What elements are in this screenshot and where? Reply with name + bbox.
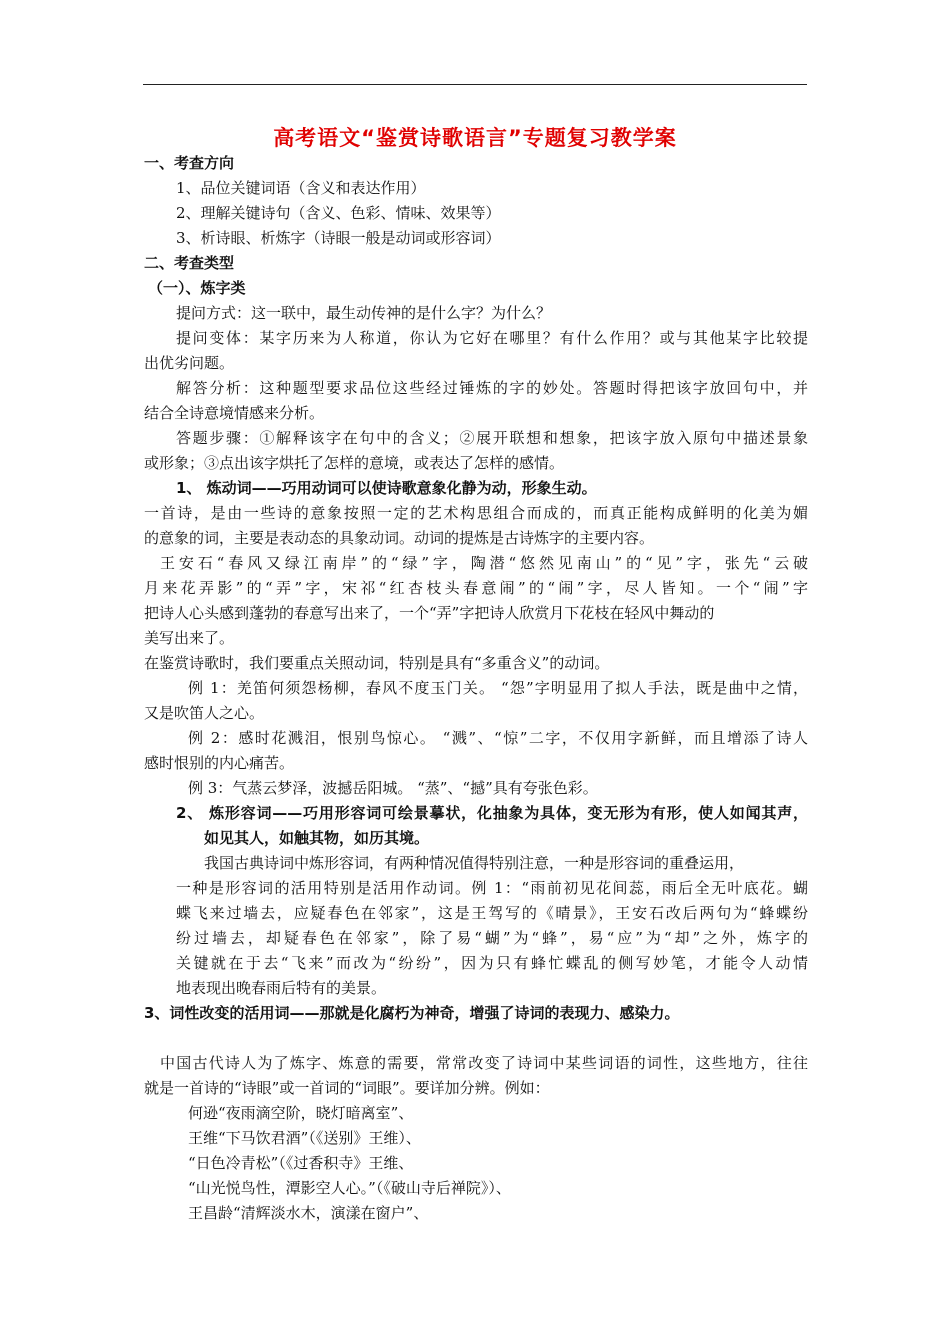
paragraph-line: 把诗人心头感到蓬勃的春意写出来了，一个“弄”字把诗人欣赏月下花枝在轻风中舞动的 xyxy=(144,604,715,622)
paragraph-line: 纷过墙去，却疑春色在邻家”，除了易“蝴”为“蜂”，易“应”为“却”之外，炼字的 xyxy=(176,929,808,947)
example-line: 例 2：感时花溅泪，恨别鸟惊心。 “溅”、“惊”二字，不仅用字新鲜，而且增添了诗人 xyxy=(188,729,808,747)
paragraph-line: 结合全诗意境情感来分析。 xyxy=(144,404,325,422)
paragraph-line: 提问变体：某字历来为人称道，你认为它好在哪里？有什么作用？或与其他某字比较提 xyxy=(176,329,808,347)
paragraph-line: 出优劣问题。 xyxy=(144,354,235,372)
list-item: 2、理解关键诗句（含义、色彩、情味、效果等） xyxy=(176,204,501,222)
document-title: 高考语文“鉴赏诗歌语言”专题复习教学案 xyxy=(273,126,677,150)
point-heading: 3、词性改变的活用词——那就是化腐朽为神奇，增强了诗词的表现力、感染力。 xyxy=(144,1004,680,1022)
example-line: “日色冷青松”（《过香积寺》王维、 xyxy=(188,1154,414,1172)
point-heading: 如见其人，如触其物，如历其境。 xyxy=(204,829,430,847)
example-line: 何逊“夜雨滴空阶，晓灯暗离室”、 xyxy=(188,1104,414,1122)
paragraph-line: 就是一首诗的“诗眼”或一首词的“词眼”。要详加分辨。例如： xyxy=(144,1079,550,1097)
paragraph-line: 一种是形容词的活用特别是活用作动词。例 1：“雨前初见花间蕊，雨后全无叶底花。蝴 xyxy=(176,879,808,897)
paragraph-line: 答题步骤：①解释该字在句中的含义；②展开联想和想象，把该字放入原句中描述景象 xyxy=(176,429,808,447)
paragraph-line: 中国古代诗人为了炼字、炼意的需要，常常改变了诗词中某些词语的词性，这些地方，往往 xyxy=(160,1054,808,1072)
list-item: 1、品位关键词语（含义和表达作用） xyxy=(176,179,426,197)
paragraph-line: 月来花弄影”的“弄”字，宋祁“红杏枝头春意闹”的“闹”字，尽人皆知。一个“闹”字 xyxy=(144,579,808,597)
subsection-heading: （一）、炼字类 xyxy=(148,279,246,297)
section-heading: 一、考查方向 xyxy=(144,154,235,172)
paragraph-line: 蝶飞来过墙去，应疑春色在邻家”，这是王驾写的《晴景》，王安石改后两句为“蜂蝶纷 xyxy=(176,904,808,922)
paragraph-line: 一首诗，是由一些诗的意象按照一定的艺术构思组合而成的，而真正能构成鲜明的化美为媚 xyxy=(144,504,808,522)
paragraph-line: 或形象；③点出该字烘托了怎样的意境，或表达了怎样的感情。 xyxy=(144,454,565,472)
point-heading: 2、 炼形容词——巧用形容词可绘景摹状，化抽象为具体，变无形为有形，使人如闻其声， xyxy=(176,804,808,822)
paragraph-line: 美写出来了。 xyxy=(144,629,235,647)
example-line: 又是吹笛人之心。 xyxy=(144,704,265,722)
example-line: 例 1：羌笛何须怨杨柳，春风不度玉门关。 “怨”字明显用了拟人手法，既是曲中之情， xyxy=(188,679,808,697)
header-rule xyxy=(143,84,807,85)
paragraph-line: 关键就在于去“飞来”而改为“纷纷”，因为只有蜂忙蝶乱的侧写妙笔，才能令人动情 xyxy=(176,954,808,972)
example-line: 感时恨别的内心痛苦。 xyxy=(144,754,295,772)
paragraph-line: 王安石“春风又绿江南岸”的“绿”字，陶潜“悠然见南山”的“见”字，张先“云破 xyxy=(160,554,808,572)
example-line: 例 3：气蒸云梦泽，波撼岳阳城。 “蒸”、“撼”具有夸张色彩。 xyxy=(188,779,598,797)
paragraph-line: 我国古典诗词中炼形容词，有两种情况值得特别注意，一种是形容词的重叠运用， xyxy=(204,854,745,872)
paragraph-line: 在鉴赏诗歌时，我们要重点关照动词，特别是具有“多重含义”的动词。 xyxy=(144,654,610,672)
point-heading: 1、 炼动词——巧用动词可以使诗歌意象化静为动，形象生动。 xyxy=(176,479,597,497)
section-heading: 二、考查类型 xyxy=(144,254,235,272)
list-item: 3、析诗眼、析炼字（诗眼一般是动词或形容词） xyxy=(176,229,501,247)
paragraph-line: 提问方式：这一联中，最生动传神的是什么字？为什么？ xyxy=(176,304,552,322)
paragraph-line: 解答分析：这种题型要求品位这些经过锤炼的字的妙处。答题时得把该字放回句中，并 xyxy=(176,379,808,397)
paragraph-line: 的意象的词，主要是表动态的具象动词。动词的提炼是古诗炼字的主要内容。 xyxy=(144,529,655,547)
example-line: 王昌龄“清辉淡水木，演漾在窗户”、 xyxy=(188,1204,429,1222)
paragraph-line: 地表现出晚春雨后特有的美景。 xyxy=(176,979,387,997)
example-line: “山光悦鸟性，潭影空人心。”（《破山寺后禅院》）、 xyxy=(188,1179,511,1197)
example-line: 王维“下马饮君酒”（《送别》王维）、 xyxy=(188,1129,421,1147)
